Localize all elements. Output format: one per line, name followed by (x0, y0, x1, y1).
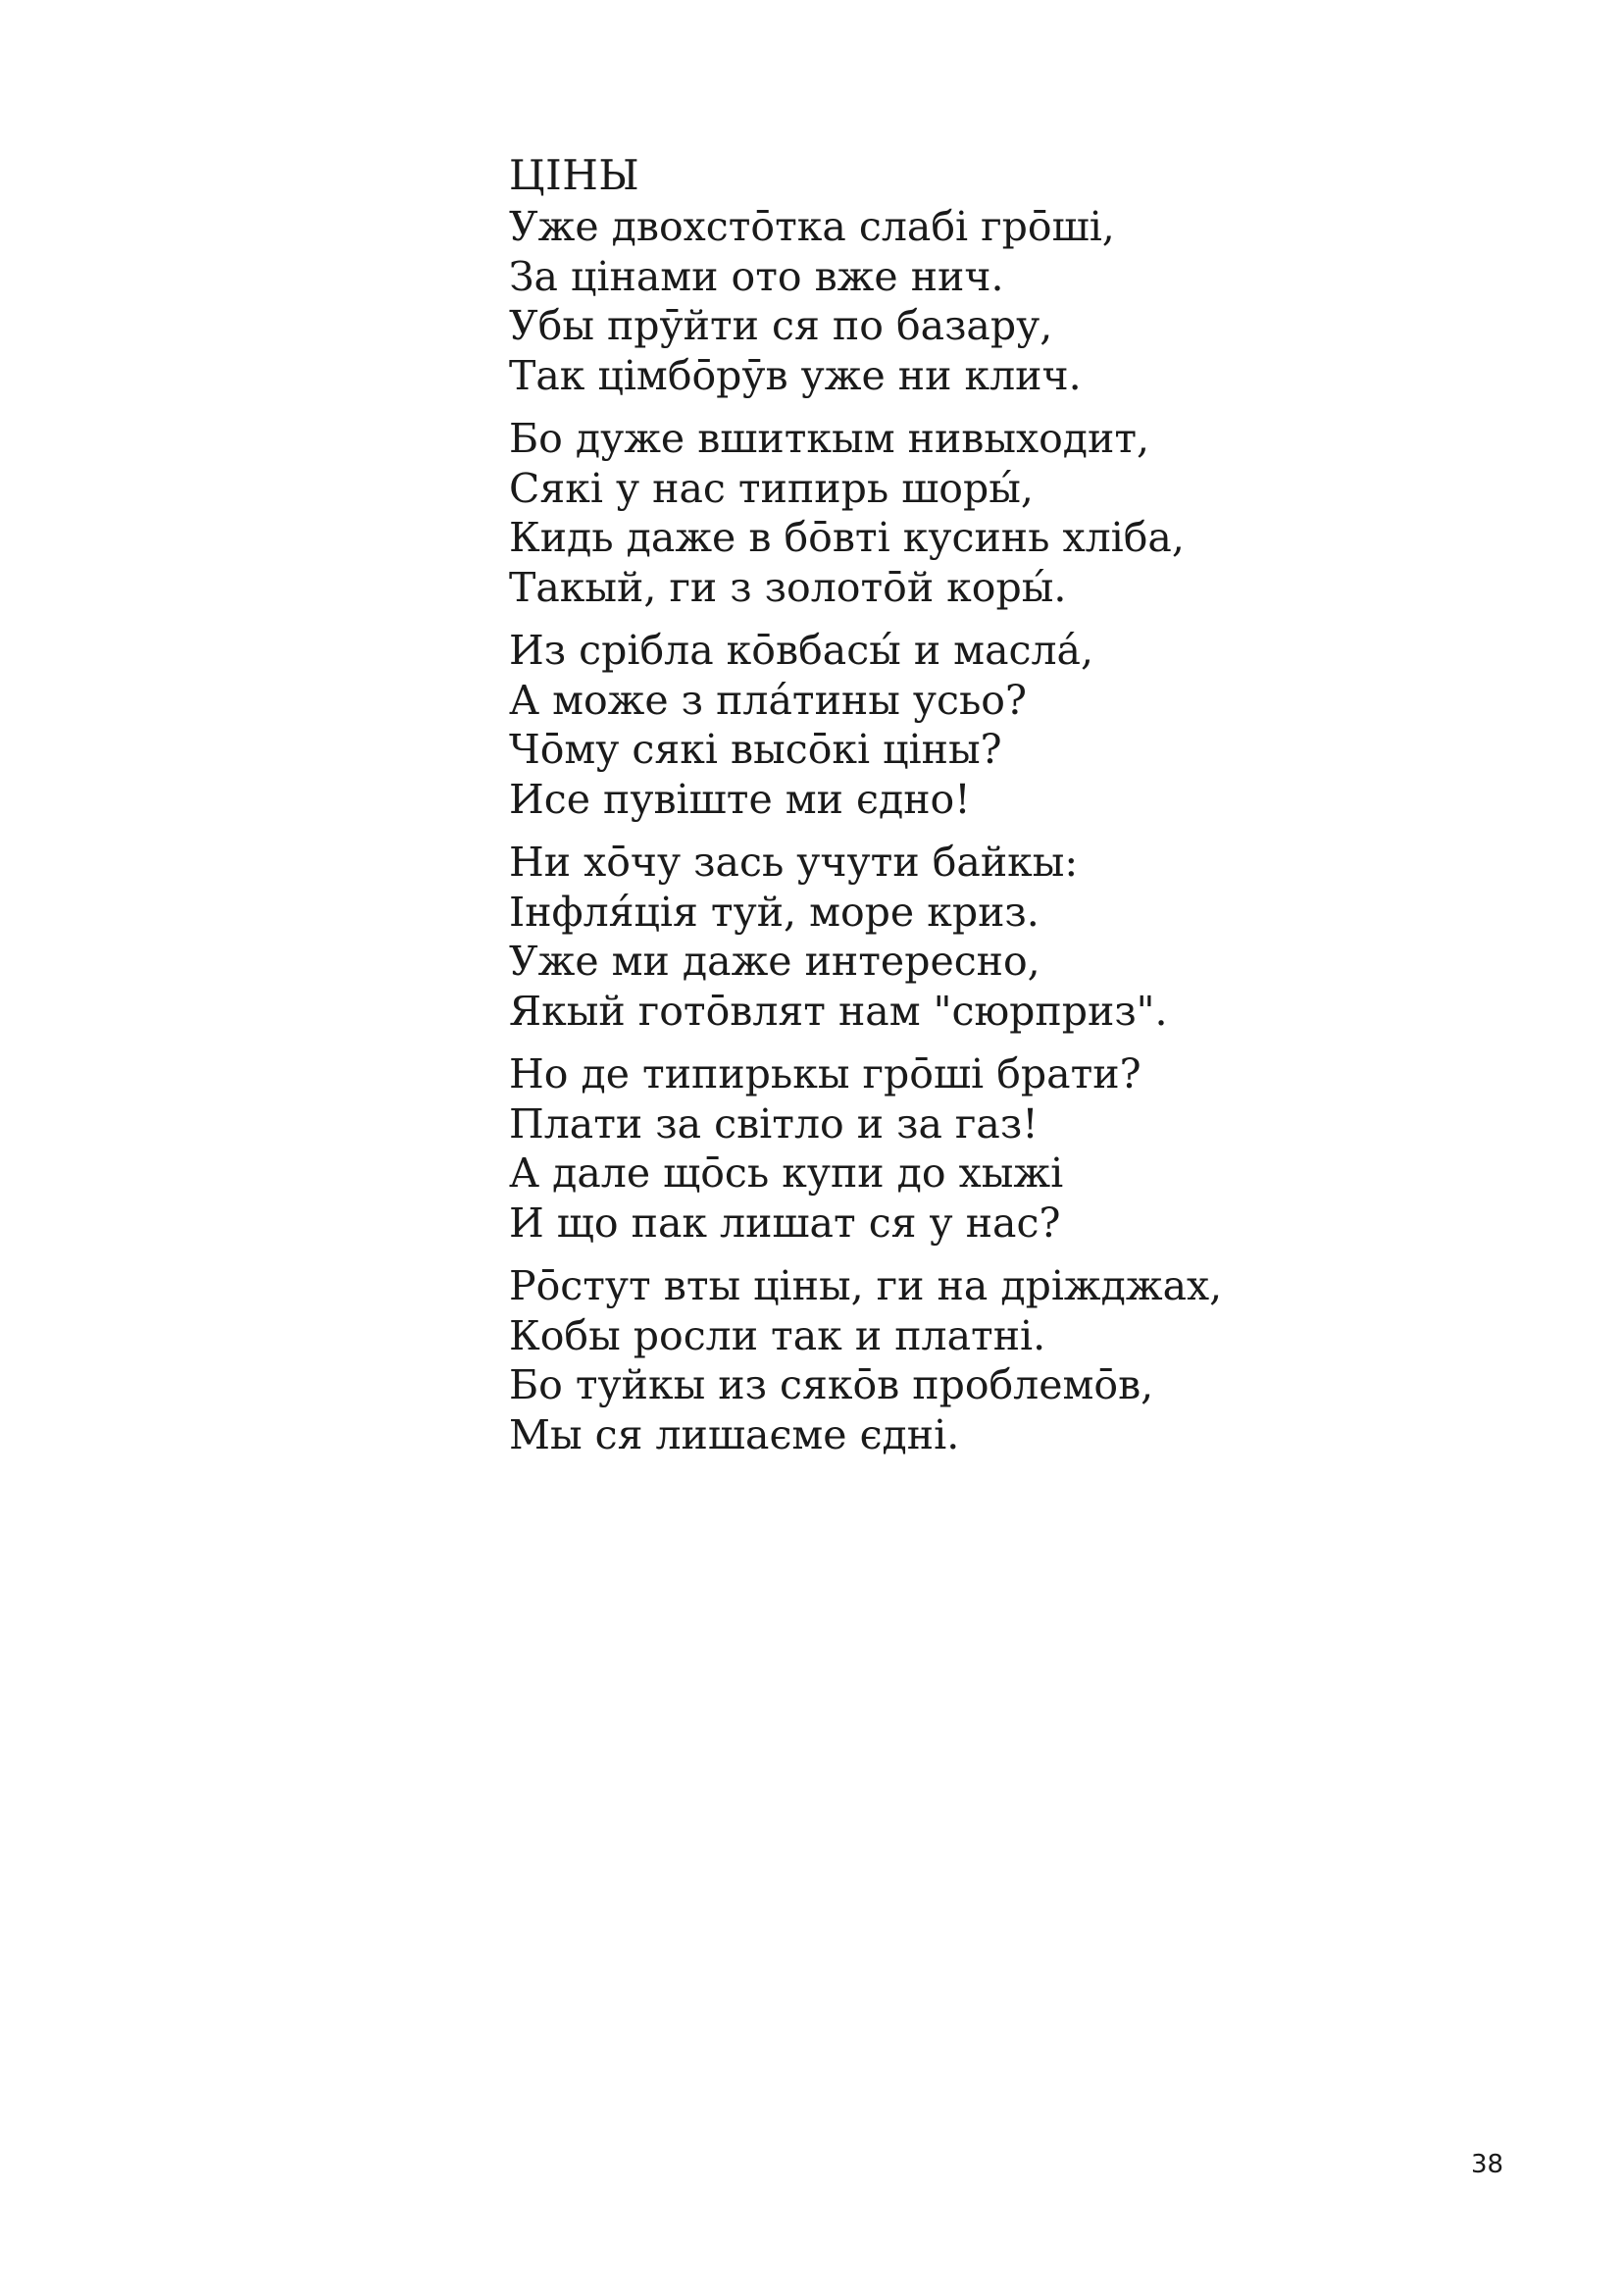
poem-line: Кидь даже в бо̄вті кусинь хліба, (509, 514, 1185, 561)
poem-line: Уже ми даже интересно, (509, 938, 1040, 985)
stanza (509, 838, 1490, 1036)
stanza (509, 202, 1490, 400)
stanza (509, 1261, 1490, 1459)
poem-line: Ни хо̄чу зась учути байкы: (509, 839, 1079, 886)
stanza (509, 626, 1490, 824)
poem-line: Но де типирькы гро̄ші брати? (509, 1050, 1141, 1097)
poem-line: Якый гото̄влят нам "сюрприз". (509, 987, 1168, 1035)
poem-title: ЦІНЫ (509, 151, 640, 199)
stanza (509, 414, 1490, 612)
poem-line: И що пак лишат ся у нас? (509, 1199, 1061, 1247)
poem-line: Кобы росли так и платні. (509, 1311, 1046, 1359)
poem-line: Такый, ги з золото̄й коры́. (509, 563, 1067, 611)
poem-line: Из срібла ко̄вбасы́ и масла́, (509, 627, 1094, 674)
poem-line: А може з пла́тины усьо? (509, 676, 1027, 724)
poem-line: Убы прӯйти ся по базару, (509, 302, 1053, 349)
poem-line: Інфля́ція туй, море криз. (509, 888, 1040, 936)
poem-line: А дале що̄сь купи до хыжі (509, 1149, 1064, 1197)
poem-line: Бо дуже вшиткым нивыходит, (509, 415, 1150, 462)
poem-line: Мы ся лишаєме єдні. (509, 1410, 960, 1458)
poem-line: Плати за світло и за газ! (509, 1099, 1039, 1148)
poem (509, 149, 1490, 1473)
poem-line: Чо̄му сякі высо̄кі ціны? (509, 726, 1002, 773)
stanza (509, 1049, 1490, 1248)
page-number: 38 (1471, 2150, 1504, 2179)
poem-line: Исе пувіште ми єдно! (509, 775, 971, 823)
poem-line: Бо туйкы из сяко̄в проблемо̄в, (509, 1361, 1154, 1408)
poem-line: Уже двохсто̄тка слабі гро̄ші, (509, 203, 1115, 250)
poem-line: Ро̄стут вты ціны, ги на дріжджах, (509, 1262, 1223, 1309)
poem-line: Так цімбо̄рӯв уже ни клич. (509, 351, 1082, 399)
poem-line: За цінами ото вже нич. (509, 252, 1004, 300)
poem-line: Сякі у нас типирь шоры́, (509, 464, 1034, 512)
